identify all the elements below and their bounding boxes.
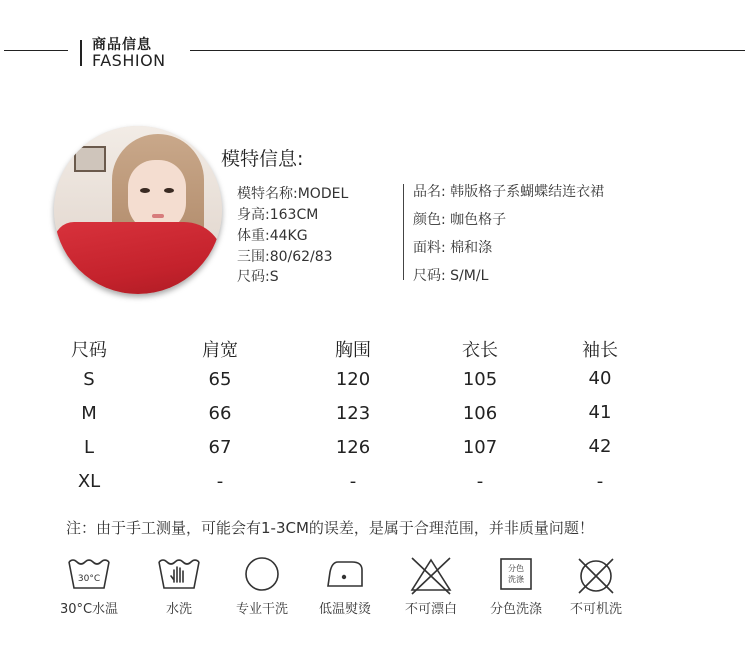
- product-color: 颜色: 咖色格子: [413, 212, 507, 228]
- header-bar: [80, 40, 82, 66]
- model-photo: [54, 126, 222, 294]
- table-header: 尺码: [71, 340, 107, 361]
- care-label: 水洗: [165, 602, 192, 617]
- table-cell: 126: [335, 437, 371, 458]
- care-label: 分色洗涤: [489, 602, 542, 617]
- low-iron-icon: [322, 556, 368, 592]
- table-cell: -: [596, 471, 604, 492]
- care-label: 30°C水温: [59, 602, 119, 617]
- table-header: 肩宽: [202, 340, 238, 361]
- section-title-cn: 商品信息: [92, 37, 152, 53]
- table-cell: S: [83, 369, 95, 390]
- table-header: 胸围: [335, 340, 371, 361]
- care-label: 不可机洗: [569, 602, 622, 617]
- info-divider: [403, 184, 404, 280]
- svg-text:30°C: 30°C: [77, 574, 101, 584]
- care-label: 不可漂白: [404, 602, 457, 617]
- model-name: 模特名称:MODEL: [237, 186, 349, 202]
- header-line-left: [4, 50, 68, 51]
- table-cell: 67: [208, 437, 232, 458]
- table-cell: 120: [335, 369, 371, 390]
- header-line-right: [190, 50, 745, 51]
- hand-wash-icon: [156, 556, 202, 592]
- care-label: 专业干洗: [235, 602, 288, 617]
- product-fabric: 面料: 棉和涤: [413, 240, 493, 256]
- table-cell: 65: [208, 369, 232, 390]
- separate-wash-icon: [493, 556, 539, 592]
- product-name: 品名: 韩版格子系蝴蝶结连衣裙: [413, 184, 605, 200]
- table-cell: -: [216, 471, 224, 492]
- table-cell: M: [81, 403, 97, 424]
- care-separate-wash: [481, 556, 551, 617]
- table-header: 衣长: [462, 340, 498, 361]
- table-cell: XL: [77, 471, 101, 492]
- care-no-bleach: [396, 556, 466, 617]
- dry-clean-icon: [239, 556, 285, 592]
- table-header: 袖长: [582, 340, 618, 361]
- model-info-title: 模特信息:: [221, 148, 304, 170]
- product-sizes: 尺码: S/M/L: [413, 268, 489, 284]
- model-height: 身高:163CM: [237, 207, 319, 223]
- model-measurements: 三围:80/62/83: [237, 249, 333, 265]
- table-cell: 66: [208, 403, 232, 424]
- table-cell: 123: [335, 403, 371, 424]
- care-low-iron: [310, 556, 380, 617]
- care-dry-clean: [227, 556, 297, 617]
- table-cell: 41: [588, 402, 612, 423]
- no-bleach-icon: [408, 556, 454, 596]
- table-cell: -: [349, 471, 357, 492]
- model-weight: 体重:44KG: [237, 228, 308, 244]
- svg-text:分色: 分色: [508, 564, 524, 573]
- care-wash-30: [54, 556, 124, 617]
- table-cell: -: [476, 471, 484, 492]
- svg-text:洗涤: 洗涤: [508, 575, 524, 584]
- model-size: 尺码:S: [237, 269, 279, 285]
- section-title-en: FASHION: [92, 51, 166, 70]
- table-cell: 105: [462, 369, 498, 390]
- table-cell: 106: [462, 403, 498, 424]
- measurement-note: 注：由于手工测量，可能会有1-3CM的误差，是属于合理范围，并非质量问题！: [66, 519, 594, 537]
- care-hand-wash: [144, 556, 214, 617]
- table-cell: L: [83, 437, 95, 458]
- table-cell: 42: [588, 436, 612, 457]
- care-label: 低温熨烫: [318, 602, 371, 617]
- care-no-machine-wash: [561, 556, 631, 617]
- table-cell: 40: [588, 368, 612, 389]
- table-cell: 107: [462, 437, 498, 458]
- no-machine-wash-icon: [573, 556, 619, 596]
- wash-30-icon: [66, 556, 112, 592]
